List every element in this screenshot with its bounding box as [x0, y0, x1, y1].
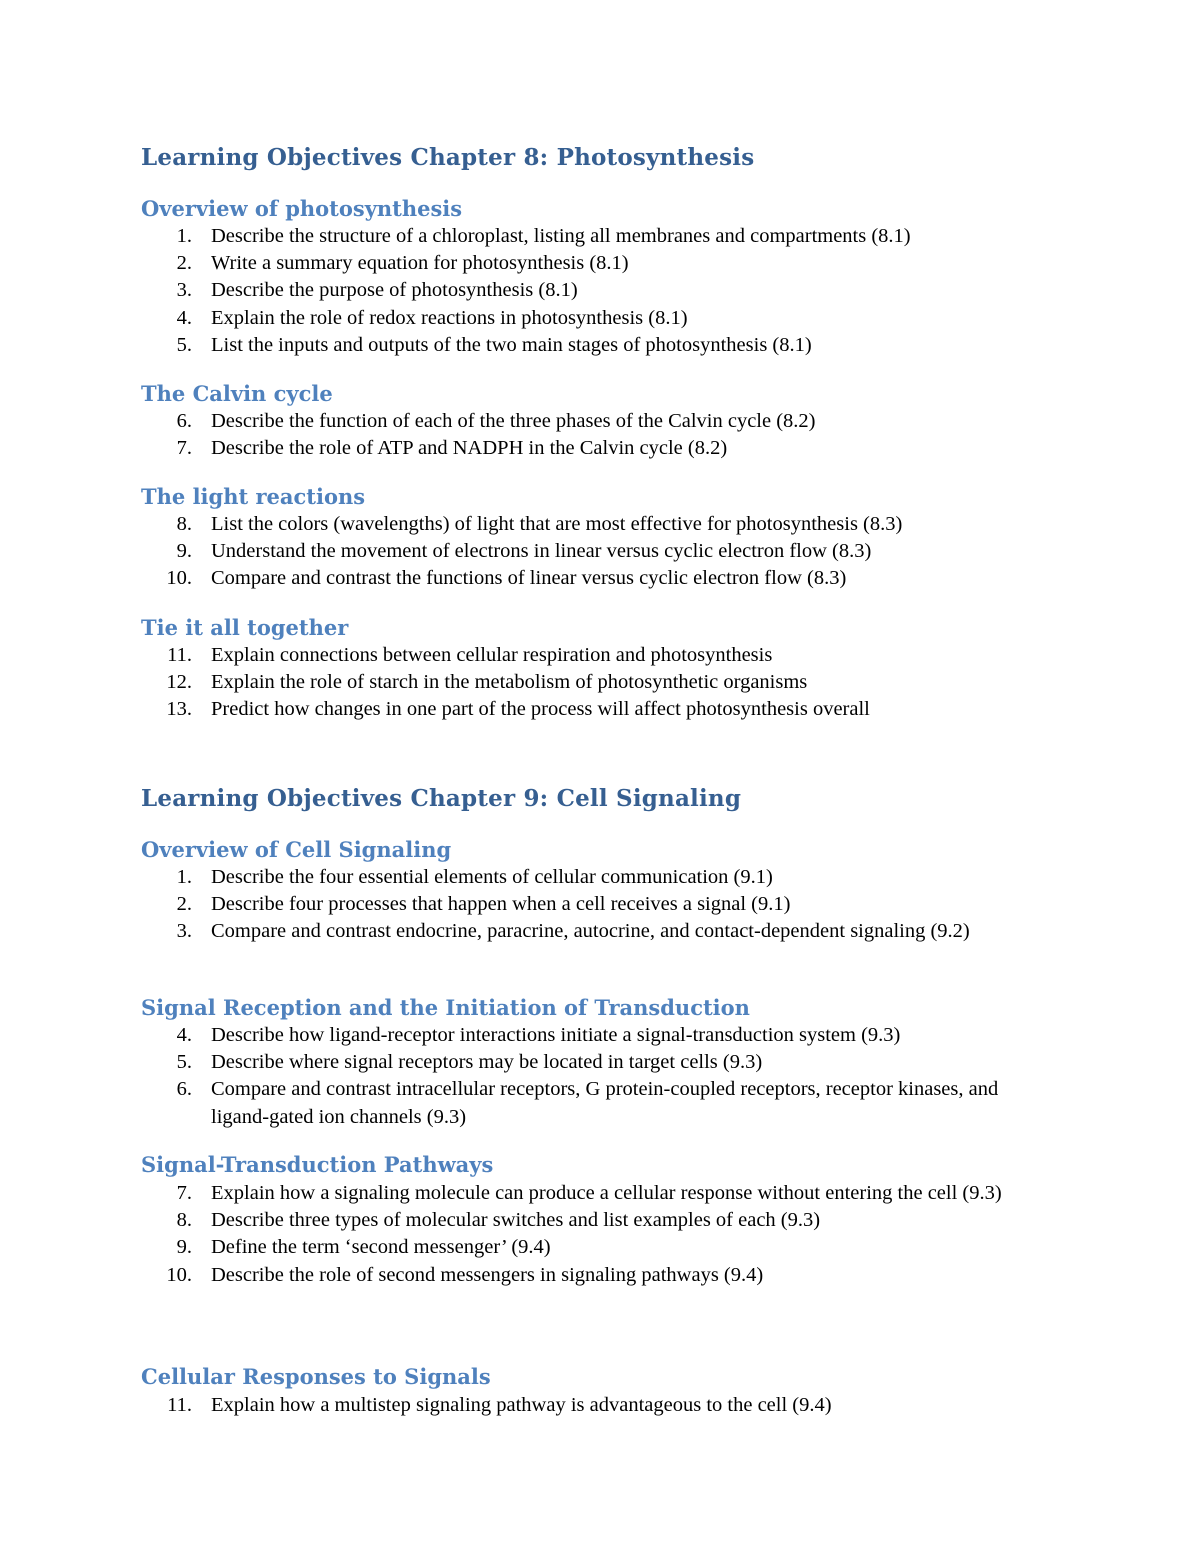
item-number: 8.	[176, 1209, 192, 1232]
list-item	[0, 1076, 1200, 1130]
objectives-list-light-reactions	[0, 511, 1200, 593]
item-text: Describe three types of molecular switches and list examples of each (9.3)	[211, 1209, 821, 1232]
item-text: Describe the role of ATP and NADPH in the Calvin cycle (8.2)	[211, 437, 728, 460]
item-text: Describe the function of each of the three phases of the Calvin cycle (8.2)	[211, 410, 816, 432]
list-item	[0, 1234, 1200, 1261]
item-text: Describe the structure of a chloroplast, listing all membranes and compartments (8.1)	[211, 225, 911, 247]
list-item	[0, 332, 1200, 359]
item-number: 3.	[176, 279, 192, 302]
item-number: 5.	[176, 1051, 192, 1074]
section-heading-overview-photosynthesis: Overview of photosynthesis	[141, 196, 463, 221]
item-text: Predict how changes in one part of the process will affect photosynthesis overall	[211, 698, 870, 721]
item-text: Describe the four essential elements of cellular communication (9.1)	[211, 866, 773, 888]
chapter-8-title: Learning Objectives Chapter 8: Photosynthesis	[141, 144, 755, 171]
item-number: 10.	[166, 1263, 192, 1286]
list-item	[0, 891, 1200, 918]
objectives-list-overview-photosynthesis	[0, 223, 1200, 359]
objectives-list-signal-reception	[0, 1022, 1200, 1131]
item-text: Describe the role of second messengers in signaling pathways (9.4)	[211, 1263, 764, 1286]
list-item	[0, 1392, 1200, 1419]
objectives-list-overview-cell-signaling	[0, 864, 1200, 946]
item-text: List the inputs and outputs of the two main stages of photosynthesis (8.1)	[211, 333, 812, 356]
list-item	[0, 250, 1200, 277]
list-item	[0, 1180, 1200, 1207]
item-text: Explain the role of redox reactions in photosynthesis (8.1)	[211, 306, 688, 329]
list-item	[0, 223, 1200, 250]
section-heading-tie-together: Tie it all together	[141, 615, 349, 640]
list-item	[0, 408, 1200, 435]
list-item	[0, 669, 1200, 696]
section-heading-signal-reception: Signal Reception and the Initiation of Transduction	[141, 995, 750, 1020]
list-item	[0, 696, 1200, 723]
item-number: 2.	[176, 252, 192, 275]
list-item	[0, 1207, 1200, 1234]
item-number: 2.	[176, 893, 192, 916]
item-number: 10.	[166, 567, 192, 590]
list-item	[0, 642, 1200, 669]
list-item	[0, 918, 1200, 945]
item-number: 12.	[166, 671, 192, 694]
item-text: Describe the purpose of photosynthesis (8.1)	[211, 279, 578, 302]
objectives-list-tie-together	[0, 642, 1200, 724]
item-text: Describe four processes that happen when a cell receives a signal (9.1)	[211, 893, 791, 916]
item-text: Explain connections between cellular respiration and photosynthesis	[211, 644, 773, 666]
list-item	[0, 565, 1200, 592]
list-item	[0, 277, 1200, 304]
item-text: Write a summary equation for photosynthesis (8.1)	[211, 252, 629, 275]
item-number: 4.	[176, 1024, 192, 1046]
item-number: 1.	[176, 866, 192, 888]
item-number: 8.	[176, 513, 192, 535]
section-heading-cellular-responses: Cellular Responses to Signals	[141, 1364, 491, 1389]
item-text: Explain how a multistep signaling pathway is advantageous to the cell (9.4)	[211, 1394, 832, 1416]
item-text: Compare and contrast endocrine, paracrine, autocrine, and contact-dependent signaling (9.2)	[211, 920, 970, 943]
item-number: 5.	[176, 333, 192, 356]
section-heading-overview-cell-signaling: Overview of Cell Signaling	[141, 837, 452, 862]
item-text: Explain the role of starch in the metabolism of photosynthetic organisms	[211, 671, 808, 694]
list-item	[0, 538, 1200, 565]
item-text: Explain how a signaling molecule can produce a cellular response without entering the cell (9.3)	[211, 1182, 1002, 1204]
item-number: 7.	[176, 1182, 192, 1204]
item-text: Define the term ‘second messenger’ (9.4)	[211, 1236, 551, 1259]
list-item	[0, 1049, 1200, 1076]
list-item	[0, 1022, 1200, 1049]
item-text: Compare and contrast the functions of linear versus cyclic electron flow (8.3)	[211, 567, 847, 590]
objectives-list-cellular-responses	[0, 1392, 1200, 1419]
chapter-9-title: Learning Objectives Chapter 9: Cell Signaling	[141, 785, 742, 812]
item-number: 7.	[176, 437, 192, 460]
item-number: 4.	[176, 306, 192, 329]
item-number: 11.	[167, 1394, 192, 1416]
list-item	[0, 1262, 1200, 1289]
section-heading-light-reactions: The light reactions	[141, 484, 366, 509]
item-text: Describe how ligand-receptor interactions initiate a signal-transduction system (9.3)	[211, 1024, 901, 1046]
item-text: List the colors (wavelengths) of light that are most effective for photosynthesis (8.3)	[211, 513, 903, 535]
item-text: Describe where signal receptors may be located in target cells (9.3)	[211, 1051, 763, 1074]
item-number: 3.	[176, 920, 192, 943]
item-number: 9.	[176, 540, 192, 563]
list-item	[0, 511, 1200, 538]
item-number: 13.	[166, 698, 192, 721]
item-text: Compare and contrast intracellular receptors, G protein-coupled receptors, receptor kinases, and ligand-gated ion channels (9.3)	[211, 1078, 999, 1128]
objectives-list-calvin-cycle	[0, 408, 1200, 462]
list-item	[0, 864, 1200, 891]
section-heading-calvin-cycle: The Calvin cycle	[141, 381, 333, 406]
list-item	[0, 305, 1200, 332]
section-heading-signal-transduction: Signal-Transduction Pathways	[141, 1152, 494, 1177]
list-item	[0, 435, 1200, 462]
item-text: Understand the movement of electrons in linear versus cyclic electron flow (8.3)	[211, 540, 872, 563]
item-number: 9.	[176, 1236, 192, 1259]
item-number: 6.	[176, 1078, 192, 1101]
item-number: 11.	[167, 644, 192, 666]
item-number: 6.	[176, 410, 192, 432]
objectives-list-signal-transduction	[0, 1180, 1200, 1289]
item-number: 1.	[176, 225, 192, 247]
